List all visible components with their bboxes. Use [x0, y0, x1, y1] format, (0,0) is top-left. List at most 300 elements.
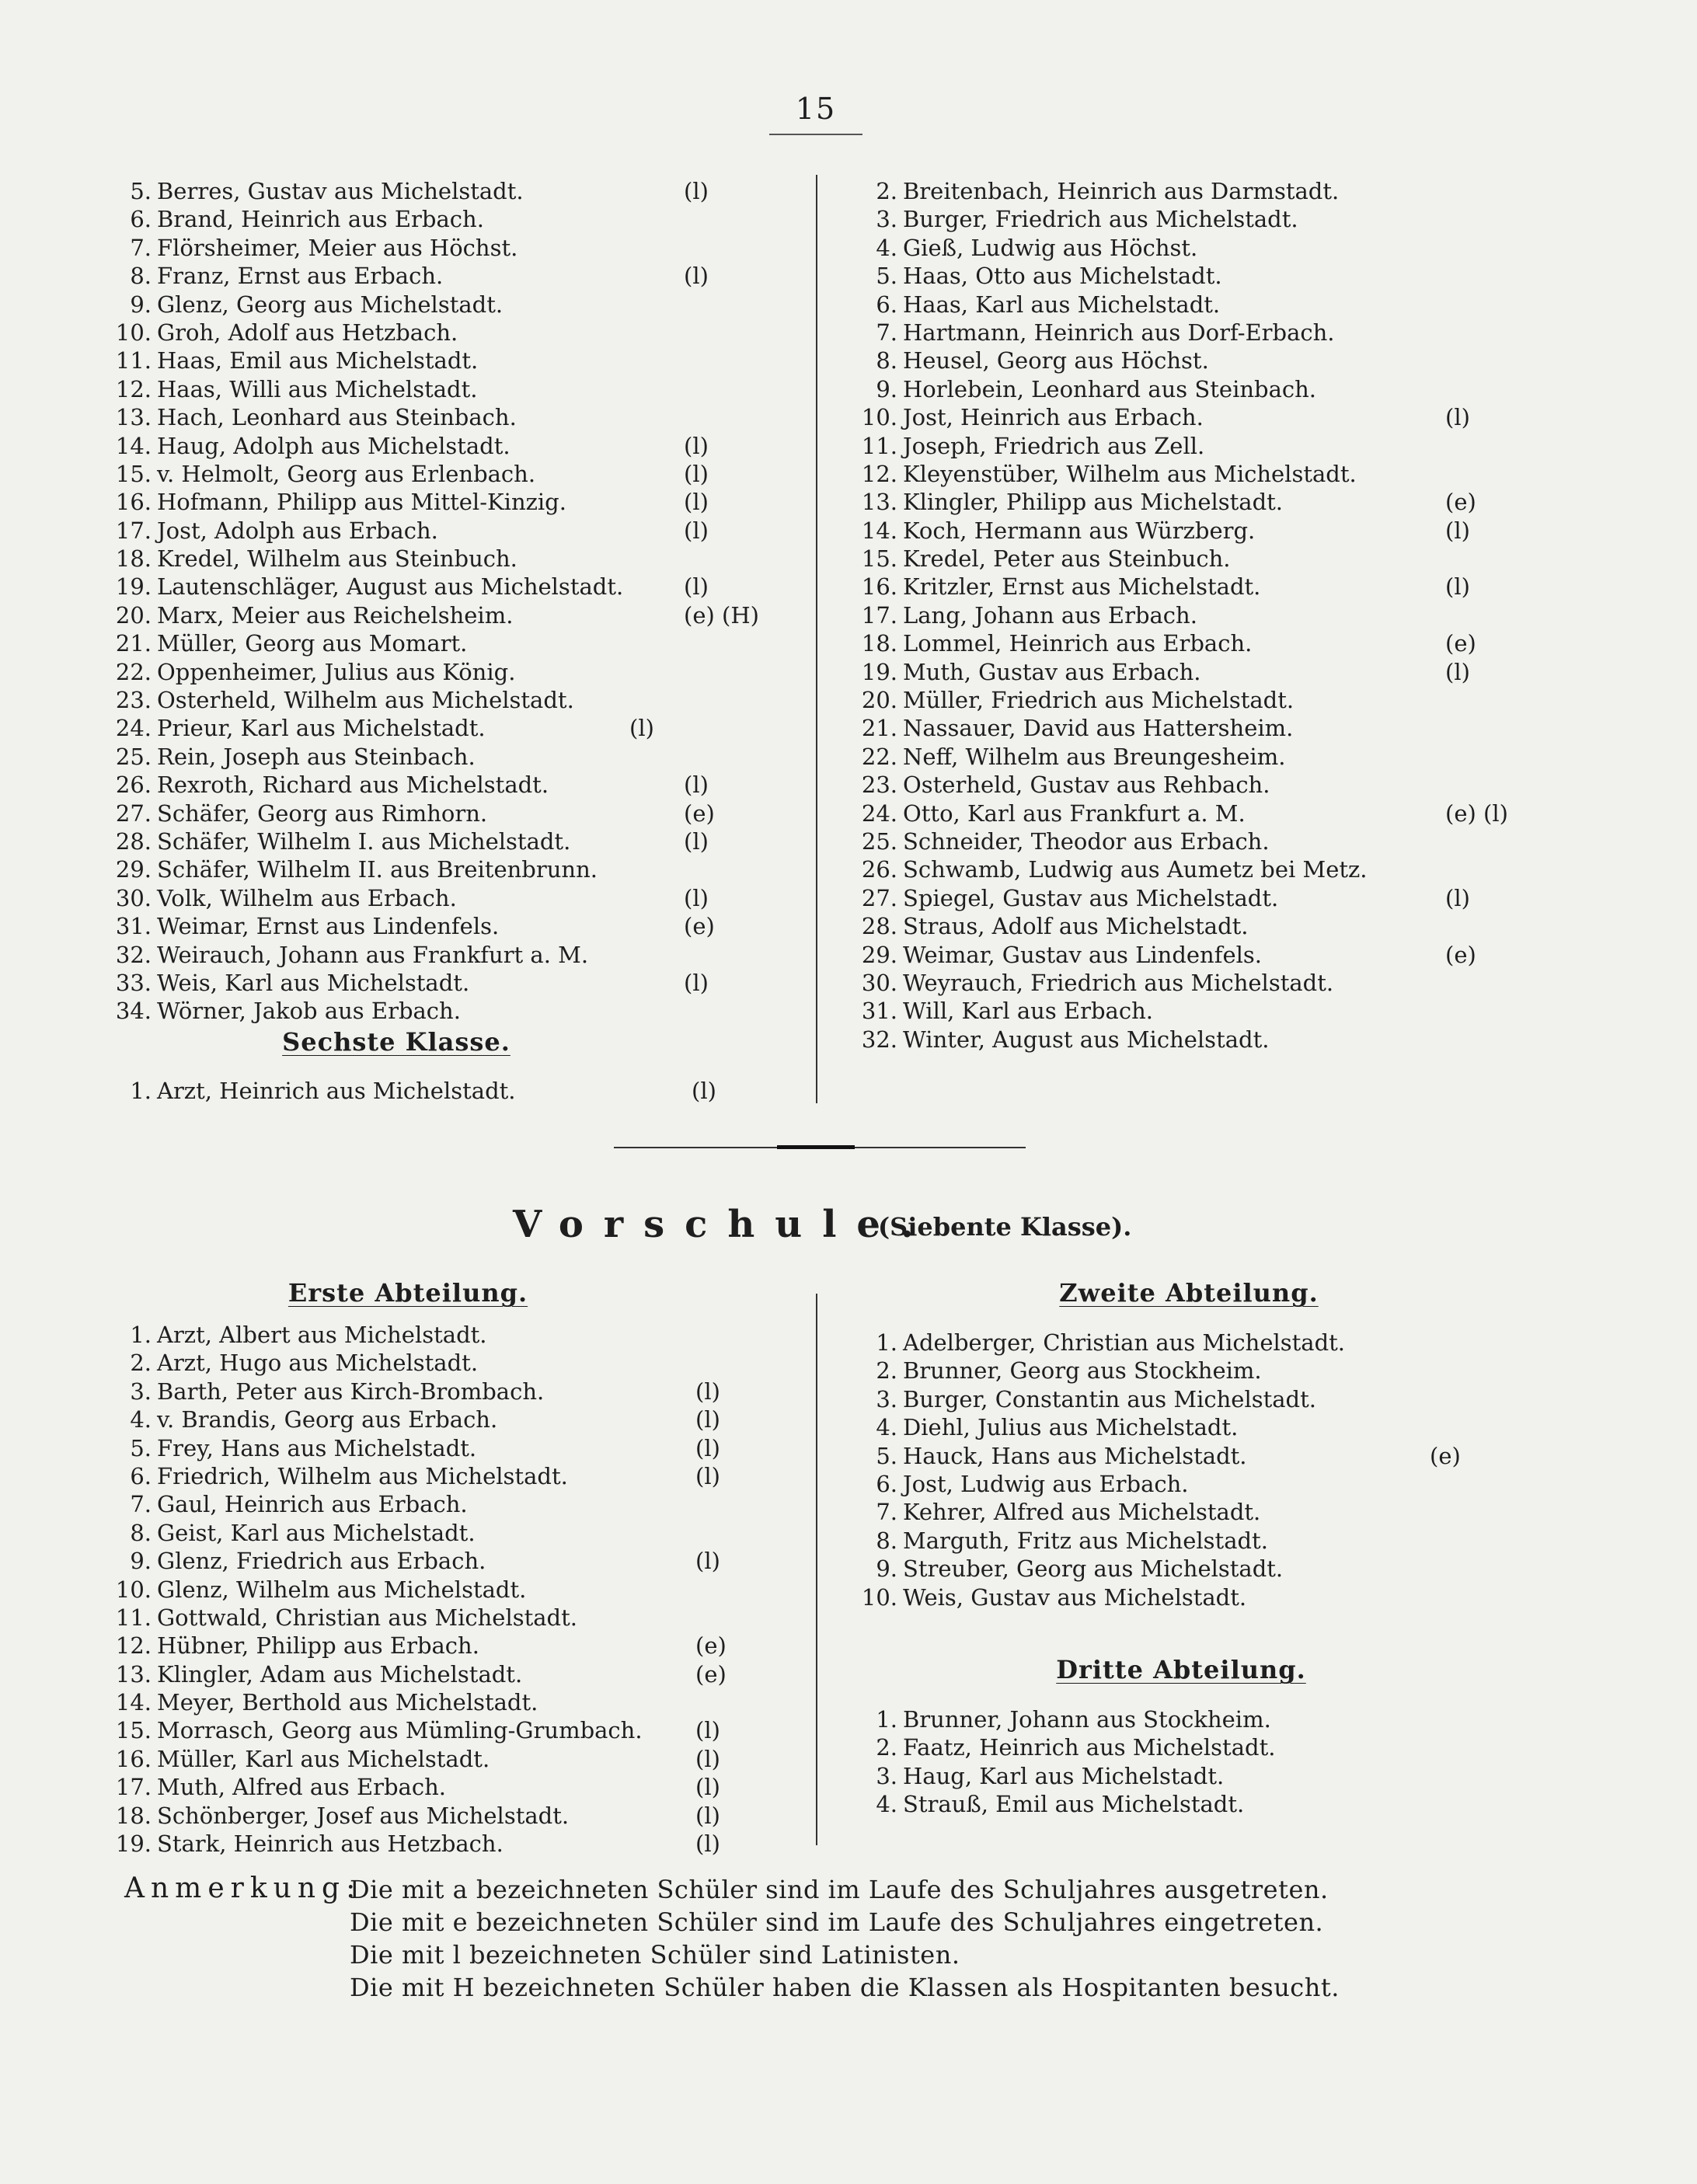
student-name: Arzt, Hugo aus Michelstadt. [157, 1350, 479, 1377]
item-number: 14. [115, 1689, 152, 1716]
list-item [862, 1413, 1500, 1441]
student-name: Burger, Friedrich aus Michelstadt. [903, 206, 1298, 233]
item-number: 17. [115, 517, 152, 544]
student-name: Haug, Adolph aus Michelstadt. [157, 432, 510, 459]
item-number: 28. [861, 913, 897, 940]
student-mark: (e) [684, 799, 715, 827]
student-mark: (l) [692, 1078, 716, 1104]
list-item [117, 941, 723, 969]
item-number: 18. [115, 545, 152, 573]
item-number: 16. [115, 489, 152, 516]
list-item [862, 771, 1500, 799]
item-number: 20. [861, 687, 897, 714]
student-name: Haas, Otto aus Michelstadt. [903, 263, 1222, 290]
student-name: Koch, Hermann aus Würzberg. [903, 517, 1256, 544]
student-name: Kleyenstüber, Wilhelm aus Michelstadt. [903, 460, 1357, 487]
student-name: Streuber, Georg aus Michelstadt. [903, 1555, 1284, 1583]
student-mark: (l) [684, 884, 709, 911]
student-mark: (l) [1445, 573, 1470, 601]
student-mark: (l) [1445, 658, 1470, 685]
item-number: 33. [115, 969, 152, 996]
student-name: Klingler, Adam aus Michelstadt. [157, 1660, 523, 1688]
student-name: Jost, Adolph aus Erbach. [157, 517, 438, 544]
list-item [117, 1349, 723, 1377]
student-mark: (l) [684, 969, 709, 996]
column-divider-upper [816, 175, 817, 1103]
list-item [862, 884, 1500, 912]
list-item [862, 517, 1500, 545]
list-item [117, 997, 723, 1025]
list-item [862, 658, 1500, 686]
student-name: Weirauch, Johann aus Frankfurt a. M. [157, 941, 589, 968]
student-mark: (l) [695, 1717, 720, 1744]
list-item [115, 601, 759, 629]
student-name: Schäfer, Wilhelm II. aus Breitenbrunn. [157, 856, 598, 883]
item-number: 21. [115, 630, 152, 657]
list-item [117, 573, 723, 601]
zweite-abteilung-list [862, 1329, 1500, 1611]
zweite-abteilung-heading: Zweite Abteilung. [1059, 1278, 1319, 1308]
list-item [862, 460, 1500, 488]
student-mark: (l) [684, 489, 709, 516]
list-item [862, 827, 1500, 855]
student-name: Hauck, Hans aus Michelstadt. [903, 1442, 1247, 1469]
student-mark: (l) [695, 1406, 720, 1433]
item-number: 7. [130, 234, 152, 261]
item-number: 19. [115, 1830, 152, 1858]
student-name: Brand, Heinrich aus Erbach. [157, 206, 484, 233]
list-item [862, 686, 1500, 714]
item-number: 21. [861, 715, 897, 742]
item-number: 29. [861, 941, 897, 968]
list-item [862, 1329, 1500, 1357]
page-number: 15 [795, 92, 837, 126]
item-number: 5. [130, 1434, 152, 1461]
student-name: Kredel, Peter aus Steinbuch. [903, 545, 1231, 573]
page-number-rule [769, 134, 862, 135]
item-number: 19. [861, 658, 897, 685]
student-name: Joseph, Friedrich aus Zell. [903, 432, 1205, 459]
item-number: 7. [876, 1499, 897, 1526]
list-item [117, 1604, 723, 1632]
list-item [117, 714, 723, 742]
student-mark: (e) [1430, 1442, 1461, 1469]
student-name: Franz, Ernst aus Erbach. [157, 263, 444, 290]
list-item [862, 997, 1500, 1025]
list-item [117, 488, 723, 516]
item-number: 22. [115, 658, 152, 685]
student-mark: (l) [684, 772, 709, 799]
list-item [862, 488, 1500, 516]
item-number: 17. [115, 1774, 152, 1801]
item-number: 30. [861, 969, 897, 996]
list-item [117, 1547, 723, 1575]
upper-left-list [115, 177, 759, 1026]
list-item [117, 771, 723, 799]
list-item [862, 1498, 1500, 1526]
student-mark: (e) [1445, 630, 1476, 657]
item-number: 25. [861, 827, 897, 855]
list-item [862, 629, 1500, 657]
anmerkung-line-1: Die mit a bezeichneten Schüler sind im Laufe des Schuljahres ausgetreten. [350, 1875, 1329, 1904]
student-name: Klingler, Philipp aus Michelstadt. [903, 489, 1284, 516]
student-name: Weis, Karl aus Michelstadt. [157, 969, 470, 996]
student-name: Horlebein, Leonhard aus Steinbach. [903, 375, 1317, 402]
student-name: Gottwald, Christian aus Michelstadt. [157, 1604, 577, 1631]
student-name: Otto, Karl aus Frankfurt a. M. [903, 799, 1246, 827]
item-number: 8. [876, 347, 897, 374]
anmerkung-line-2: Die mit e bezeichneten Schüler sind im Laufe des Schuljahres eingetreten. [350, 1907, 1324, 1937]
anmerkung-line-4: Die mit H bezeichneten Schüler haben die Klassen als Hospitanten besucht. [350, 1973, 1340, 2002]
list-item [862, 1442, 1500, 1470]
student-name: Geist, Karl aus Michelstadt. [157, 1519, 476, 1546]
list-item [862, 432, 1500, 460]
list-item [862, 969, 1500, 997]
student-mark: (l) [695, 1774, 720, 1801]
item-number: 1. [876, 1706, 897, 1733]
list-item [117, 686, 723, 714]
student-name: Muth, Gustav aus Erbach. [903, 658, 1201, 685]
student-name: Oppenheimer, Julius aus König. [157, 658, 516, 685]
student-name: Gieß, Ludwig aus Höchst. [903, 234, 1198, 261]
list-item [117, 319, 723, 347]
item-number: 32. [861, 1026, 897, 1053]
student-mark: (e) (l) [1445, 799, 1508, 827]
list-item [862, 941, 1500, 969]
student-name: Stark, Heinrich aus Hetzbach. [157, 1830, 504, 1858]
list-item [862, 347, 1500, 374]
item-number: 1. [130, 1322, 152, 1348]
student-mark: (l) [1445, 404, 1470, 431]
student-name: Heusel, Georg aus Höchst. [903, 347, 1209, 374]
list-item [117, 1802, 723, 1830]
student-name: Berres, Gustav aus Michelstadt. [157, 178, 524, 204]
student-name: Weimar, Ernst aus Lindenfels. [157, 913, 500, 940]
student-name: Gaul, Heinrich aus Erbach. [157, 1491, 468, 1518]
item-number: 9. [876, 375, 897, 402]
list-item [117, 799, 723, 827]
student-name: Winter, August aus Michelstadt. [903, 1026, 1270, 1053]
list-item [862, 855, 1500, 883]
student-name: Adelberger, Christian aus Michelstadt. [903, 1329, 1346, 1356]
item-number: 4. [876, 1791, 897, 1818]
list-item [117, 262, 723, 290]
item-number: 10. [861, 404, 897, 431]
item-number: 14. [861, 517, 897, 544]
item-number: 3. [876, 1762, 897, 1789]
student-name: Rexroth, Richard aus Michelstadt. [157, 772, 549, 799]
item-number: 13. [115, 404, 152, 431]
list-item [117, 432, 723, 460]
student-mark: (l) [684, 517, 709, 544]
student-mark: (l) [695, 1462, 720, 1489]
item-number: 4. [876, 234, 897, 261]
item-number: 3. [130, 1378, 152, 1405]
item-number: 5. [876, 1442, 897, 1469]
item-number: 12. [861, 460, 897, 487]
list-item [862, 912, 1500, 940]
list-item [862, 1527, 1500, 1555]
student-mark: (e) [695, 1660, 727, 1688]
student-mark: (l) [684, 263, 709, 290]
sechste-klasse-list [117, 1077, 723, 1105]
student-name: Müller, Karl aus Michelstadt. [157, 1745, 490, 1772]
item-number: 32. [115, 941, 152, 968]
erste-abteilung-list [115, 1321, 727, 1858]
item-number: 12. [115, 375, 152, 402]
student-mark: (l) [695, 1378, 720, 1405]
student-mark: (l) [1445, 884, 1470, 911]
student-name: Haas, Karl aus Michelstadt. [903, 291, 1221, 318]
list-item [862, 403, 1500, 431]
list-item [117, 1745, 723, 1773]
item-number: 30. [115, 884, 152, 911]
list-item [861, 799, 1508, 827]
list-item [117, 1077, 723, 1105]
list-item [117, 375, 723, 403]
student-name: Groh, Adolf aus Hetzbach. [157, 319, 458, 346]
student-name: Glenz, Wilhelm aus Michelstadt. [157, 1576, 527, 1603]
list-item [117, 460, 723, 488]
student-name: Spiegel, Gustav aus Michelstadt. [903, 884, 1279, 911]
list-item [862, 1385, 1500, 1413]
student-name: Nassauer, David aus Hattersheim. [903, 715, 1294, 742]
item-number: 17. [861, 601, 897, 629]
list-item [862, 1790, 1500, 1818]
student-mark: (e) [1445, 941, 1476, 968]
student-name: Haas, Willi aus Michelstadt. [157, 375, 478, 402]
item-number: 13. [115, 1660, 152, 1688]
item-number: 15. [115, 460, 152, 487]
item-number: 20. [115, 601, 152, 629]
item-number: 2. [876, 1734, 897, 1761]
list-item [117, 1773, 723, 1801]
student-name: Glenz, Friedrich aus Erbach. [157, 1548, 486, 1575]
item-number: 18. [861, 630, 897, 657]
student-name: Weimar, Gustav aus Lindenfels. [903, 941, 1263, 968]
student-name: Hartmann, Heinrich aus Dorf-Erbach. [903, 319, 1335, 346]
list-item [862, 1357, 1500, 1385]
student-mark: (e) (H) [684, 601, 759, 629]
student-name: Prieur, Karl aus Michelstadt. [157, 715, 486, 742]
student-name: Arzt, Albert aus Michelstadt. [157, 1322, 487, 1348]
student-mark: (l) [695, 1830, 720, 1858]
student-name: Meyer, Berthold aus Michelstadt. [157, 1689, 538, 1716]
list-item [862, 177, 1500, 205]
student-name: Lang, Johann aus Erbach. [903, 601, 1197, 629]
list-item [117, 1688, 723, 1716]
student-name: Schneider, Theodor aus Erbach. [903, 827, 1270, 855]
list-item [862, 573, 1500, 601]
list-item [862, 319, 1500, 347]
item-number: 9. [130, 1548, 152, 1575]
student-name: Osterheld, Gustav aus Rehbach. [903, 772, 1270, 799]
student-mark: (l) [684, 178, 709, 204]
list-item [117, 743, 723, 771]
student-name: Diehl, Julius aus Michelstadt. [903, 1414, 1239, 1441]
list-item [117, 177, 723, 205]
list-item [862, 1583, 1500, 1611]
student-name: Schäfer, Georg aus Rimhorn. [157, 799, 488, 827]
student-mark: (e) [684, 913, 715, 940]
student-name: Straus, Adolf aus Michelstadt. [903, 913, 1249, 940]
list-item [117, 291, 723, 319]
student-name: Will, Karl aus Erbach. [903, 998, 1153, 1025]
item-number: 7. [876, 319, 897, 346]
list-item [862, 1026, 1500, 1054]
student-name: Kredel, Wilhelm aus Steinbuch. [157, 545, 517, 573]
student-name: Hübner, Philipp aus Erbach. [157, 1632, 479, 1660]
anmerkung-label: Anmerkung: [124, 1872, 362, 1904]
student-name: Frey, Hans aus Michelstadt. [157, 1434, 477, 1461]
column-divider-lower [816, 1294, 817, 1845]
student-name: Burger, Constantin aus Michelstadt. [903, 1385, 1316, 1412]
student-name: Barth, Peter aus Kirch-Brombach. [157, 1378, 545, 1405]
list-item [117, 827, 723, 855]
student-name: Weis, Gustav aus Michelstadt. [903, 1583, 1247, 1611]
student-mark: (l) [629, 715, 654, 742]
student-name: Flörsheimer, Meier aus Höchst. [157, 234, 518, 261]
student-name: Weyrauch, Friedrich aus Michelstadt. [903, 969, 1334, 996]
section-rule-center [777, 1145, 855, 1149]
item-number: 2. [130, 1350, 152, 1377]
list-item [862, 1705, 1500, 1733]
student-name: Jost, Ludwig aus Erbach. [903, 1470, 1189, 1497]
student-mark: (l) [684, 460, 709, 487]
list-item [117, 347, 723, 374]
student-name: Kehrer, Alfred aus Michelstadt. [903, 1499, 1261, 1526]
list-item [862, 262, 1500, 290]
student-name: Faatz, Heinrich aus Michelstadt. [903, 1734, 1276, 1761]
student-name: Strauß, Emil aus Michelstadt. [903, 1791, 1245, 1818]
student-mark: (l) [684, 573, 709, 601]
student-name: Arzt, Heinrich aus Michelstadt. [157, 1078, 516, 1104]
item-number: 1. [130, 1078, 152, 1104]
item-number: 24. [115, 715, 152, 742]
item-number: 34. [115, 998, 152, 1025]
student-name: Breitenbach, Heinrich aus Darmstadt. [903, 178, 1340, 204]
list-item [117, 1519, 723, 1547]
item-number: 25. [115, 743, 152, 770]
list-item [117, 969, 723, 997]
item-number: 24. [861, 799, 897, 827]
student-name: Schäfer, Wilhelm I. aus Michelstadt. [157, 827, 571, 855]
item-number: 9. [130, 291, 152, 318]
list-item [117, 1830, 723, 1858]
item-number: 10. [115, 319, 152, 346]
item-number: 11. [861, 432, 897, 459]
item-number: 10. [861, 1583, 897, 1611]
erste-abteilung-heading: Erste Abteilung. [287, 1278, 528, 1308]
list-item [117, 912, 723, 940]
item-number: 22. [861, 743, 897, 770]
item-number: 11. [115, 347, 152, 374]
item-number: 5. [130, 178, 152, 204]
item-number: 8. [130, 263, 152, 290]
list-item [117, 1716, 723, 1744]
student-mark: (l) [695, 1548, 720, 1575]
item-number: 23. [115, 687, 152, 714]
student-name: Müller, Friedrich aus Michelstadt. [903, 687, 1295, 714]
list-item [117, 1321, 723, 1349]
student-mark: (l) [684, 827, 709, 855]
student-name: Brunner, Georg aus Stockheim. [903, 1357, 1262, 1385]
list-item [117, 1490, 723, 1518]
item-number: 15. [861, 545, 897, 573]
student-name: Marx, Meier aus Reichelsheim. [157, 601, 514, 629]
item-number: 18. [115, 1802, 152, 1829]
student-name: Schwamb, Ludwig aus Aumetz bei Metz. [903, 856, 1368, 883]
student-name: Lommel, Heinrich aus Erbach. [903, 630, 1253, 657]
list-item [117, 1434, 723, 1462]
student-name: Müller, Georg aus Momart. [157, 630, 468, 657]
list-item [862, 1733, 1500, 1761]
item-number: 4. [130, 1406, 152, 1433]
student-mark: (l) [1445, 517, 1470, 544]
list-item [117, 1405, 723, 1433]
item-number: 2. [876, 1357, 897, 1385]
list-item [862, 291, 1500, 319]
list-item [862, 545, 1500, 573]
item-number: 31. [861, 998, 897, 1025]
item-number: 5. [876, 263, 897, 290]
list-item [862, 714, 1500, 742]
list-item [115, 1632, 727, 1660]
student-mark: (l) [695, 1802, 720, 1829]
student-name: Haas, Emil aus Michelstadt. [157, 347, 479, 374]
student-name: Haug, Karl aus Michelstadt. [903, 1762, 1225, 1789]
list-item [862, 205, 1500, 233]
item-number: 27. [115, 799, 152, 827]
anmerkung-line-3: Die mit l bezeichneten Schüler sind Latinisten. [350, 1940, 960, 1970]
student-name: Hofmann, Philipp aus Mittel-Kinzig. [157, 489, 566, 516]
item-number: 15. [115, 1717, 152, 1744]
student-name: Lautenschläger, August aus Michelstadt. [157, 573, 624, 601]
list-item [862, 1762, 1500, 1790]
student-name: Morrasch, Georg aus Mümling-Grumbach. [157, 1717, 643, 1744]
student-mark: (l) [695, 1745, 720, 1772]
item-number: 26. [115, 772, 152, 799]
student-name: Hach, Leonhard aus Steinbach. [157, 404, 517, 431]
list-item [117, 234, 723, 262]
list-item [862, 1555, 1500, 1583]
item-number: 8. [130, 1519, 152, 1546]
student-name: Rein, Joseph aus Steinbach. [157, 743, 476, 770]
student-name: Marguth, Fritz aus Michelstadt. [903, 1527, 1268, 1554]
student-name: v. Helmolt, Georg aus Erlenbach. [157, 460, 536, 487]
list-item [117, 517, 723, 545]
vorschule-title: Vorschule. [513, 1203, 934, 1246]
dritte-abteilung-list [862, 1705, 1500, 1819]
dritte-abteilung-heading: Dritte Abteilung. [1056, 1655, 1306, 1684]
item-number: 19. [115, 573, 152, 601]
student-name: Brunner, Johann aus Stockheim. [903, 1706, 1271, 1733]
student-name: Osterheld, Wilhelm aus Michelstadt. [157, 687, 574, 714]
list-item [117, 884, 723, 912]
item-number: 4. [876, 1414, 897, 1441]
item-number: 7. [130, 1491, 152, 1518]
item-number: 27. [861, 884, 897, 911]
item-number: 3. [876, 1385, 897, 1412]
list-item [862, 601, 1500, 629]
item-number: 1. [876, 1329, 897, 1356]
student-mark: (l) [684, 432, 709, 459]
student-mark: (e) [1445, 489, 1476, 516]
item-number: 14. [115, 432, 152, 459]
item-number: 29. [115, 856, 152, 883]
student-name: Volk, Wilhelm aus Erbach. [157, 884, 457, 911]
list-item [117, 658, 723, 686]
